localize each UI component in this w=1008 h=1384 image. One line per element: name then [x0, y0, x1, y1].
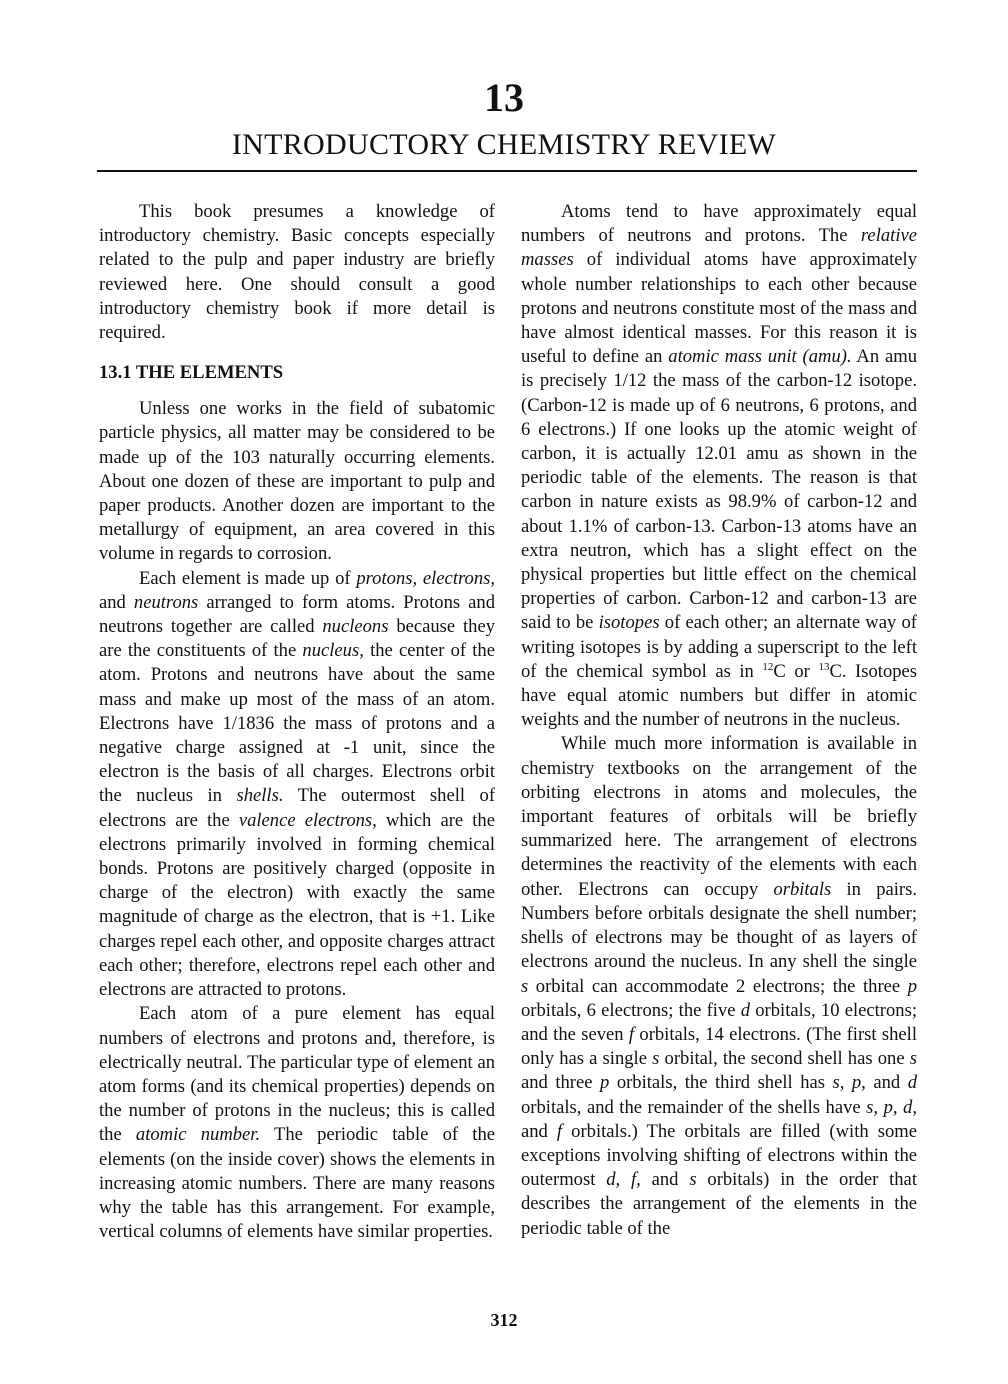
title-rule	[97, 170, 917, 172]
intro-paragraph: This book presumes a knowledge of introductory chemistry. Basic concepts especially related to the pulp and paper industry are briefly reviewed here. One should consult a good introductory chemistry book if more detail is required.	[99, 201, 495, 344]
left-column	[99, 200, 495, 1244]
elements-paragraph-1: Unless one works in the field of subatomic particle physics, all matter may be considered to be made up of the 103 naturally occurring elements. About one dozen of these are important to pulp and paper products. Another dozen are important to the metallurgy of equipment, an area covered in this volume in regards to corrosion.	[99, 398, 495, 565]
orbitals-paragraph: While much more information is available in chemistry textbooks on the arrangement of the orbiting electrons in atoms and molecules, the important features of orbitals will be briefly summarized here. The arrangement of electrons determines the reactivity of the elements with each other. Electrons can occupy orbitals in pairs. Numbers before orbitals designate the shell number; shells of electrons may be thought of as layers of electrons around the nucleus. In any shell the single s orbital can accommodate 2 electrons; the three p orbitals, 6 electrons; the five d orbitals, 10 electrons; and the seven f orbitals, 14 electrons. (The first shell only has a single s orbital, the second shell has one s and three p orbitals, the third shell has s, p, and d orbitals, and the remainder of the shells have s, p, d, and f orbitals.) The orbitals are filled (with some exceptions involving shifting of electrons within the outermost d, f, and s orbitals) in the order that describes the arrangement of the elements in the periodic table of the	[521, 733, 918, 1239]
page-number: 312	[490, 1310, 518, 1330]
right-column	[521, 200, 917, 1241]
chapter-number: 13	[484, 75, 524, 120]
isotopes-paragraph: Atoms tend to have approximately equal numbers of neutrons and protons. The relative masses of individual atoms have approximately whole number relationships to each other because protons and neutrons constitute most of the mass and have almost identical masses. For this reason it is useful to define an atomic mass unit (amu). An amu is precisely 1/12 the mass of the carbon-12 isotope. (Carbon-12 is made up of 6 neutrons, 6 protons, and 6 electrons.) If one looks up the atomic weight of carbon, it is actually 12.01 amu as shown in the periodic table of the elements. The reason is that carbon in nature exists as 98.9% of carbon-12 and about 1.1% of carbon-13. Carbon-13 atoms have an extra neutron, which has a slight effect on the physical properties but little effect on the chemical properties of carbon. Carbon-12 and carbon-13 are said to be isotopes of each other; an alternate way of writing isotopes is by adding a superscript to the left of the chemical symbol as in $^{12}$C or $^{13}$C. Isotopes have equal atomic numbers but differ in atomic weights and the number of neutrons in the nucleus.	[521, 201, 918, 731]
chapter-title: INTRODUCTORY CHEMISTRY REVIEW	[231, 128, 777, 161]
elements-paragraph-2: Each element is made up of protons, electrons, and neutrons arranged to form atoms. Protons and neutrons together are called nucleons because they are the constituents of the nucleus, the center of the atom. Protons and neutrons have about the same mass and make up most of the mass of an atom. Electrons have 1/1836 the mass of protons and a negative charge assigned at -1 unit, since the electron is the basis of all charges. Electrons orbit the nucleus in shells. The outermost shell of electrons are the valence electrons, which are the electrons primarily involved in forming chemical bonds. Protons are positively charged (opposite in charge of the electron) with exactly the same magnitude of charge as the electron, that is +1. Like charges repel each other, and opposite charges attract each other; therefore, electrons repel each other and electrons are attracted to protons.	[99, 567, 496, 1001]
elements-paragraph-3: Each atom of a pure element has equal numbers of electrons and protons and, therefore, is electrically neutral. The particular type of element an atom forms (and its chemical properties) depends on the number of protons in the nucleus; this is called the atomic number. The periodic table of the elements (on the inside cover) shows the elements in increasing atomic numbers. There are many reasons why the table has this arrangement. For example, vertical columns of elements have similar properties.	[99, 1003, 495, 1243]
section-heading: 13.1 THE ELEMENTS	[99, 362, 284, 384]
